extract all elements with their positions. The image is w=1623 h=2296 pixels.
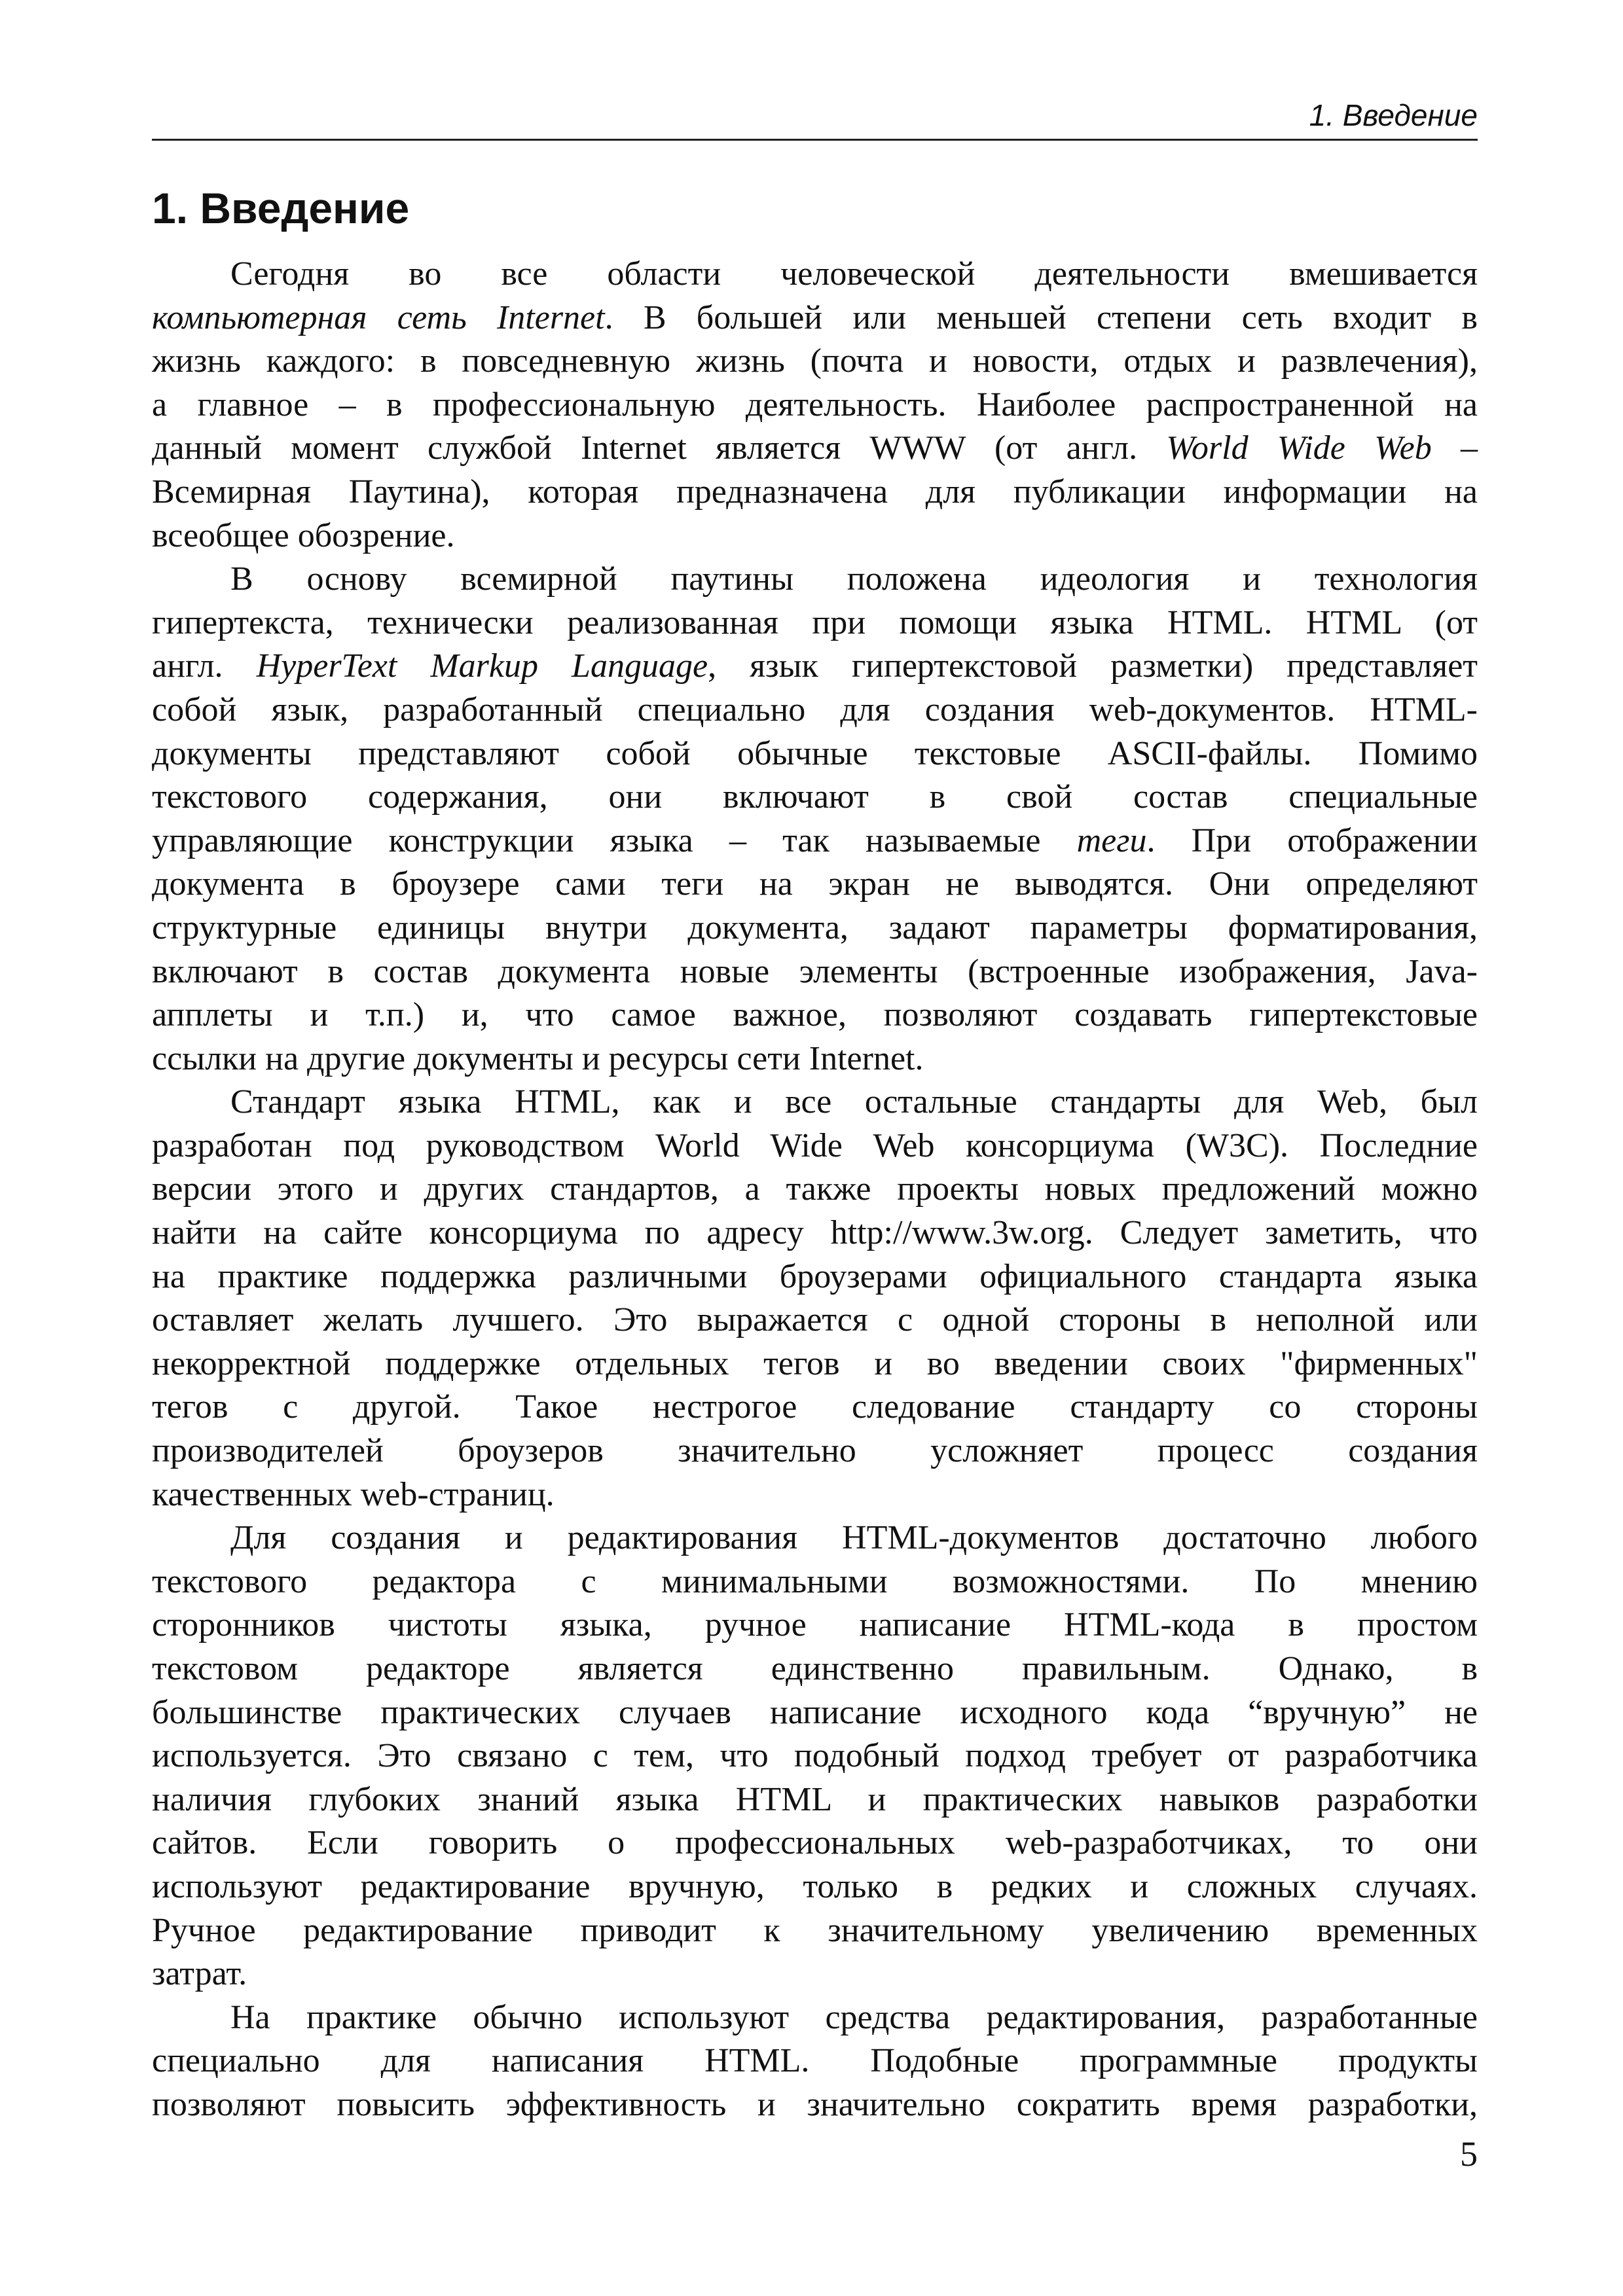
text-line bbox=[152, 1473, 1478, 1517]
text-line bbox=[152, 340, 1478, 384]
text-line bbox=[152, 1604, 1478, 1647]
text-run: сайтов. Если говорить о профессиональных web-разработчиках, то они bbox=[152, 1824, 1478, 1862]
text-line bbox=[152, 384, 1478, 427]
text-run: текстовом редакторе является единственно правильным. Однако, в bbox=[152, 1650, 1478, 1687]
text-line bbox=[152, 471, 1478, 514]
text-run: качественных web-страниц. bbox=[152, 1475, 555, 1513]
text-run: включают в состав документа новые элементы (встроенные изображения, Java- bbox=[152, 952, 1478, 990]
text-run: используют редактирование вручную, только в редких и сложных случаях. bbox=[152, 1867, 1478, 1905]
italic-term: HyperText Markup Language bbox=[256, 647, 708, 685]
text-run: большинстве практических случаев написание исходного кода “вручную” не bbox=[152, 1693, 1478, 1731]
text-line bbox=[152, 1386, 1478, 1429]
italic-term: World Wide Web bbox=[1166, 429, 1432, 467]
text-line bbox=[152, 1821, 1478, 1865]
text-run: Всемирная Паутина), которая предназначена для публикации информации на bbox=[152, 473, 1478, 511]
italic-term: компьютерная сеть Internet bbox=[152, 298, 605, 336]
text-line bbox=[152, 732, 1478, 776]
text-line bbox=[152, 819, 1478, 863]
text-run: жизнь каждого: в повседневную жизнь (почта и новости, отдых и развлечения), bbox=[152, 342, 1478, 380]
text-run: позволяют повысить эффективность и значительно сократить время разработки, bbox=[152, 2085, 1478, 2123]
text-line bbox=[152, 776, 1478, 819]
paragraph bbox=[152, 558, 1478, 1081]
text-run: специально для написания HTML. Подобные программные продукты bbox=[152, 2042, 1478, 2080]
paragraph bbox=[152, 1081, 1478, 1516]
text-run: сторонников чистоты языка, ручное написание HTML-кода в простом bbox=[152, 1606, 1478, 1644]
text-line bbox=[152, 1865, 1478, 1909]
chapter-title: 1. Введение bbox=[152, 184, 410, 232]
text-line bbox=[152, 1996, 1478, 2040]
text-run: англ. bbox=[152, 647, 257, 685]
text-run: ссылки на другие документы и ресурсы сети Internet. bbox=[152, 1039, 924, 1077]
text-line bbox=[152, 950, 1478, 994]
text-line bbox=[152, 1429, 1478, 1473]
text-run: Ручное редактирование приводит к значительному увеличению временных bbox=[152, 1911, 1478, 1949]
text-run: текстового содержания, они включают в свой состав специальные bbox=[152, 778, 1478, 816]
text-run: , язык гипертекстовой разметки) представляет bbox=[708, 647, 1478, 685]
text-line bbox=[152, 1691, 1478, 1735]
text-line bbox=[152, 1037, 1478, 1081]
text-run: – bbox=[1431, 429, 1478, 467]
text-line bbox=[152, 1211, 1478, 1255]
text-run: документа в броузере сами теги на экран не выводятся. Они определяют bbox=[152, 865, 1478, 903]
text-line bbox=[152, 863, 1478, 906]
text-run: оставляет желать лучшего. Это выражается с одной стороны в неполной или bbox=[152, 1301, 1478, 1339]
text-run: а главное – в профессиональную деятельность. Наиболее распространенной на bbox=[152, 386, 1478, 423]
text-line bbox=[152, 2039, 1478, 2083]
text-run: . В большей или меньшей степени сеть входит в bbox=[604, 298, 1478, 336]
text-run: некорректной поддержке отдельных тегов и во введении своих "фирменных" bbox=[152, 1344, 1478, 1382]
text-line bbox=[152, 1516, 1478, 1560]
text-run: управляющие конструкции языка – так называемые bbox=[152, 821, 1077, 859]
paragraph bbox=[152, 1516, 1478, 1996]
text-run: производителей броузеров значительно усложняет процесс создания bbox=[152, 1432, 1478, 1470]
text-run: апплеты и т.п.) и, что самое важное, позволяют создавать гипертекстовые bbox=[152, 996, 1478, 1034]
text-line bbox=[152, 689, 1478, 732]
body-text bbox=[152, 253, 1478, 2127]
italic-term: теги bbox=[1076, 821, 1147, 859]
text-run: всеобщее обозрение. bbox=[152, 516, 455, 554]
text-line bbox=[152, 1081, 1478, 1124]
text-run: наличия глубоких знаний языка HTML и практических навыков разработки bbox=[152, 1780, 1478, 1818]
text-run: документы представляют собой обычные текстовые ASCII-файлы. Помимо bbox=[152, 734, 1478, 772]
text-run: структурные единицы внутри документа, задают параметры форматирования, bbox=[152, 908, 1478, 946]
text-line bbox=[152, 1342, 1478, 1386]
text-run: версии этого и других стандартов, а также проекты новых предложений можно bbox=[152, 1170, 1478, 1208]
text-line bbox=[152, 1952, 1478, 1996]
text-line bbox=[152, 1124, 1478, 1168]
text-run: Стандарт языка HTML, как и все остальные стандарты для Web, был bbox=[230, 1083, 1478, 1121]
text-line bbox=[152, 1255, 1478, 1299]
header-rule bbox=[152, 139, 1478, 141]
text-run: текстового редактора с минимальными возможностями. По мнению bbox=[152, 1562, 1478, 1600]
text-line bbox=[152, 514, 1478, 558]
text-line bbox=[152, 1299, 1478, 1342]
text-line bbox=[152, 994, 1478, 1037]
text-run: затрат. bbox=[152, 1955, 247, 1993]
text-run: данный момент службой Internet является WWW (от англ. bbox=[152, 429, 1167, 467]
text-run: найти на сайте консорциума по адресу http://www.3w.org. Следует заметить, что bbox=[152, 1214, 1478, 1252]
text-line bbox=[152, 1647, 1478, 1691]
text-line bbox=[152, 1560, 1478, 1604]
text-run: Сегодня во все области человеческой деятельности вмешивается bbox=[230, 255, 1478, 293]
text-line bbox=[152, 906, 1478, 950]
text-run: гипертекста, технически реализованная при помощи языка HTML. HTML (от bbox=[152, 603, 1478, 641]
text-line bbox=[152, 427, 1478, 471]
text-run: разработан под руководством World Wide Web консорциума (W3C). Последние bbox=[152, 1126, 1478, 1164]
text-run: используется. Это связано с тем, что подобный подход требует от разработчика bbox=[152, 1737, 1478, 1775]
text-line bbox=[152, 645, 1478, 689]
text-line bbox=[152, 601, 1478, 645]
text-run: . При отображении bbox=[1146, 821, 1478, 859]
text-line bbox=[152, 1909, 1478, 1953]
text-run: собой язык, разработанный специально для создания web-документов. HTML- bbox=[152, 691, 1478, 728]
text-line bbox=[152, 1734, 1478, 1778]
text-run: Для создания и редактирования HTML-документов достаточно любого bbox=[230, 1519, 1478, 1557]
text-line bbox=[152, 296, 1478, 340]
text-run: тегов с другой. Такое нестрогое следование стандарту со стороны bbox=[152, 1388, 1478, 1426]
text-run: На практике обычно используют средства редактирования, разработанные bbox=[230, 1998, 1478, 2036]
text-line bbox=[152, 1778, 1478, 1822]
page-number: 5 bbox=[1460, 2134, 1478, 2174]
text-line bbox=[152, 253, 1478, 296]
text-run: В основу всемирной паутины положена идеология и технология bbox=[230, 560, 1478, 598]
text-line bbox=[152, 2083, 1478, 2127]
text-run: на практике поддержка различными броузерами официального стандарта языка bbox=[152, 1257, 1478, 1295]
paragraph bbox=[152, 253, 1478, 558]
text-line bbox=[152, 558, 1478, 601]
paragraph bbox=[152, 1996, 1478, 2127]
text-line bbox=[152, 1168, 1478, 1211]
running-header: 1. Введение bbox=[1309, 98, 1478, 132]
